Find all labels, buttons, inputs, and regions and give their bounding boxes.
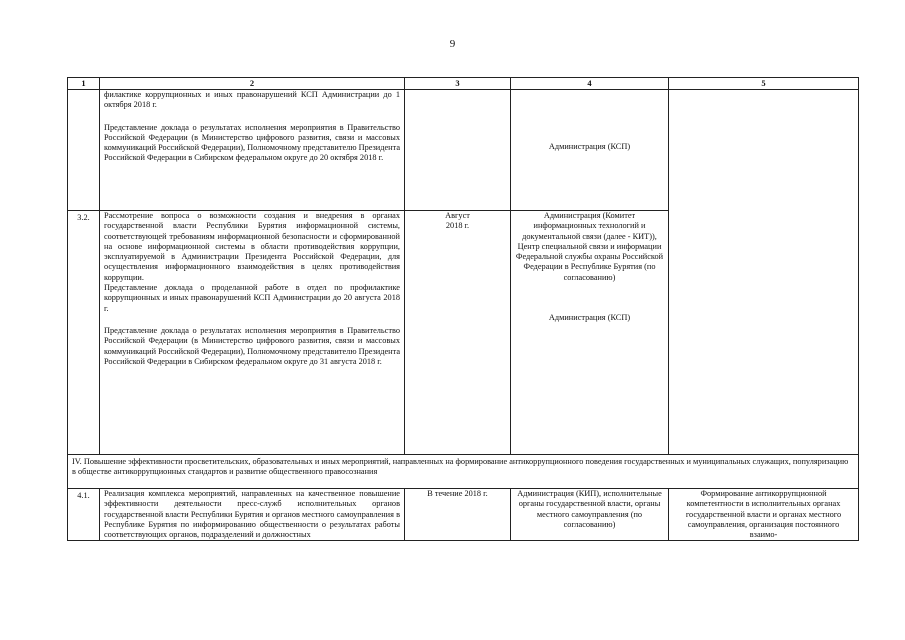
executor-cell <box>511 90 669 211</box>
measure-text: Представление доклада о результатах исполнения мероприятия в Правительство Российской Федерации (в Министерство цифрового развития, связи и массовых коммуникаций Российской Федерации), Полномочному представителю Президента Российской Федерации в Сибирском федеральном округе до 20 октября 2018 г. <box>104 122 400 163</box>
term-cell <box>405 90 511 211</box>
measure-text: филактике коррупционных и иных правонарушений КСП Администрации до 1 октября 2018 г. <box>104 90 400 110</box>
measure-text: Представление доклада о результатах исполнения мероприятия в Правительство Российской Федерации (в Министерство цифрового развития, связи и массовых коммуникаций Российской Федерации), Полномочному представителю Президента Российской Федерации в Сибирском федеральном округе до 31 августа 2018 г. <box>104 325 400 366</box>
result-cell: Формирование антикоррупционной компетентности в исполнительных органах государственной власти и органах местного самоуправления, организация постоянного взаимо- <box>669 489 859 541</box>
measure-cell <box>100 211 405 455</box>
executor-cell <box>511 211 669 455</box>
term-cell: В течение 2018 г. <box>405 489 511 541</box>
measure-text: Рассмотрение вопроса о возможности создания и внедрения в органах государственной власти Республики Бурятия информационной системы, соответствующей требованиям информационной безопасности и сформированной на основе информационной системы в области противодействия коррупции, эксплуатируемой в Администрации Президента Российской Федерации, для осуществления информационного взаимодействия в целях противодействия коррупции. <box>104 211 400 282</box>
section-row <box>68 455 859 489</box>
measure-text: Представление доклада о проделанной работе в отдел по профилактике коррупционных и иных правонарушений КСП Администрации до 20 августа 2018 г. <box>104 283 400 313</box>
plan-table <box>67 77 859 541</box>
executor-text: Администрация (КСП) <box>548 313 631 323</box>
term-line: 2018 г. <box>445 221 470 231</box>
row-number <box>68 90 100 211</box>
table-row <box>68 489 859 541</box>
measure-cell <box>100 90 405 211</box>
page-number: 9 <box>449 38 456 50</box>
section-heading: IV. Повышение эффективности просветительских, образовательных и иных мероприятий, направленных на формирование антикоррупционного поведения государственных и муниципальных служащих, популяризацию в обществе антикоррупционных стандартов и развитие общественного правосознания <box>68 455 859 489</box>
term-cell <box>405 211 511 455</box>
header-col-1: 1 <box>68 78 100 90</box>
term-line: Август <box>445 211 470 220</box>
executor-cell: Администрация (КИП), исполнительные органы государственной власти, органы местного самоуправления (по согласованию) <box>511 489 669 541</box>
row-number: 4.1. <box>68 489 100 541</box>
result-cell <box>669 90 859 455</box>
header-row <box>68 78 859 90</box>
table-row <box>68 90 859 211</box>
executor-text: Администрация (КСП) <box>548 142 631 151</box>
plan-table-container <box>67 77 858 541</box>
row-number: 3.2. <box>68 211 100 455</box>
header-col-2: 2 <box>100 78 405 90</box>
measure-text: Реализация комплекса мероприятий, направленных на качественное повышение эффективности деятельности пресс-служб исполнительных органов государственной власти Республики Бурятия и органов местного самоуправления в Республике Бурятия по информированию общественности о результатах работы соответствующих органов, подразделений и должностных <box>100 489 405 541</box>
executor-text: Администрация (Комитет информационных технологий и документальной связи (далее - КИТ)), Центр специальной связи и информации Федеральной службы охраны Российской Федерации в Республике Бурятия (по согласованию) <box>515 211 664 282</box>
header-col-5: 5 <box>669 78 859 90</box>
header-col-3: 3 <box>405 78 511 90</box>
header-col-4: 4 <box>511 78 669 90</box>
